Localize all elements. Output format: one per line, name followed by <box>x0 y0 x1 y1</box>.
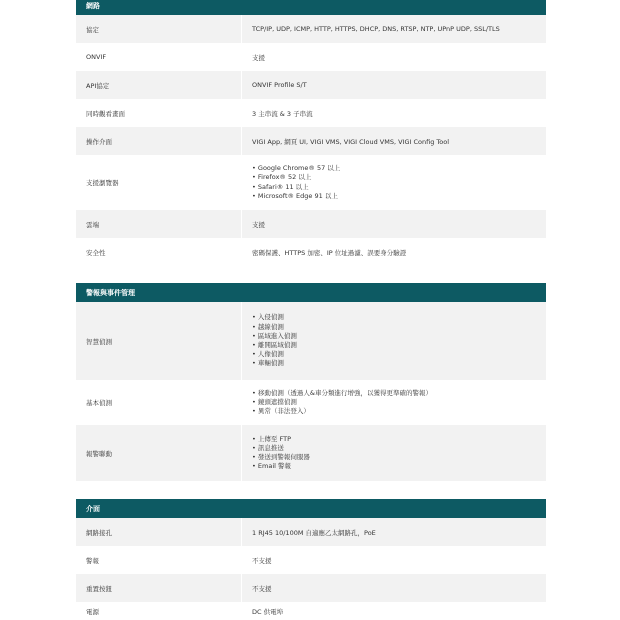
spec-row-streams <box>76 99 546 127</box>
spec-label: 智慧偵測 <box>76 302 242 380</box>
spec-value: VIGI App, 網頁 UI, VIGI VMS, VIGI Cloud VMS, VIGI Config Tool <box>252 137 450 146</box>
spec-label: 同時觀看畫面 <box>76 99 242 127</box>
list-item: • 離開區域偵測 <box>252 341 546 350</box>
spec-value: 不支援 <box>252 584 272 593</box>
list-item: • 上傳至 FTP <box>252 435 546 444</box>
spec-row-basic-detection <box>76 380 546 425</box>
spec-row-interface <box>76 127 546 155</box>
spec-value: 密碼保護、HTTPS 加密、IP 位址過濾、誤要身分驗證 <box>252 248 407 257</box>
list-item: • Google Chrome® 57 以上 <box>252 164 546 173</box>
spec-label: 協定 <box>76 15 242 43</box>
list-item: • Email 警報 <box>252 462 546 471</box>
spec-value: ONVIF Profile S/T <box>252 81 307 89</box>
spec-label: 電源 <box>76 602 242 620</box>
section-header-network: 網路 <box>76 0 546 15</box>
list-item: • 異常（非法登入） <box>252 407 546 416</box>
spec-value: DC 供電埠 <box>252 607 284 616</box>
list-item: • Safari® 11 以上 <box>252 183 546 192</box>
spec-label: 支援瀏覽器 <box>76 155 242 210</box>
spec-label: API協定 <box>76 71 242 99</box>
spec-row-smart-detection <box>76 302 546 380</box>
section-header-alarm: 警報與事件管理 <box>76 283 546 302</box>
list-item: • 鏡頭遮擋偵測 <box>252 398 546 407</box>
spec-label: 安全性 <box>76 238 242 266</box>
spec-label: 基本偵測 <box>76 380 242 425</box>
spec-row-network-port <box>76 518 546 546</box>
spec-value: 3 主串流 & 3 子串流 <box>252 109 313 118</box>
spec-row-browsers <box>76 155 546 210</box>
spec-label: 雲端 <box>76 210 242 238</box>
spec-value: TCP/IP, UDP, ICMP, HTTP, HTTPS, DHCP, DNS, RTSP, NTP, UPnP UDP, SSL/TLS <box>252 25 500 33</box>
spec-value <box>242 302 546 380</box>
list-item: • 入侵偵測 <box>252 313 546 322</box>
list-item: • 車輛偵測 <box>252 359 546 368</box>
browser-list <box>252 164 546 201</box>
spec-row-alarm-linkage <box>76 425 546 481</box>
list-item: • Microsoft® Edge 91 以上 <box>252 192 546 201</box>
smart-detection-list <box>252 313 546 368</box>
spec-value <box>242 425 546 481</box>
spec-row-onvif <box>76 43 546 71</box>
spec-value <box>242 155 546 210</box>
spec-row-cloud <box>76 210 546 238</box>
spec-label: 重置按鈕 <box>76 574 242 602</box>
list-item: • 區域進入偵測 <box>252 332 546 341</box>
list-item: • 發送到警報伺服器 <box>252 453 546 462</box>
spec-value: 1 RJ45 10/100M 自適應乙太網路孔，PoE <box>252 528 376 537</box>
spec-row-protocol <box>76 15 546 43</box>
list-item: • 移動偵測（透過人&車分類進行增強，以獲得更準確的警報） <box>252 389 546 398</box>
list-item: • Firefox® 52 以上 <box>252 173 546 182</box>
spec-row-alarm <box>76 546 546 574</box>
spec-value: 支援 <box>252 53 265 62</box>
list-item: • 訊息推送 <box>252 444 546 453</box>
alarm-linkage-list <box>252 435 546 472</box>
spec-label: 網路接孔 <box>76 518 242 546</box>
spec-label: 警報 <box>76 546 242 574</box>
list-item: • 人像偵測 <box>252 350 546 359</box>
spec-label: 操作介面 <box>76 127 242 155</box>
spec-row-security <box>76 238 546 266</box>
spec-row-api <box>76 71 546 99</box>
spec-label: 報警聯動 <box>76 425 242 481</box>
spec-label: ONVIF <box>76 43 242 71</box>
basic-detection-list <box>252 389 546 417</box>
section-header-interface: 介面 <box>76 499 546 518</box>
spec-value: 支援 <box>252 220 265 229</box>
spec-value: 不支援 <box>252 556 272 565</box>
list-item: • 越線偵測 <box>252 323 546 332</box>
spec-row-power <box>76 602 546 620</box>
spec-row-reset-button <box>76 574 546 602</box>
spec-value <box>242 380 546 425</box>
